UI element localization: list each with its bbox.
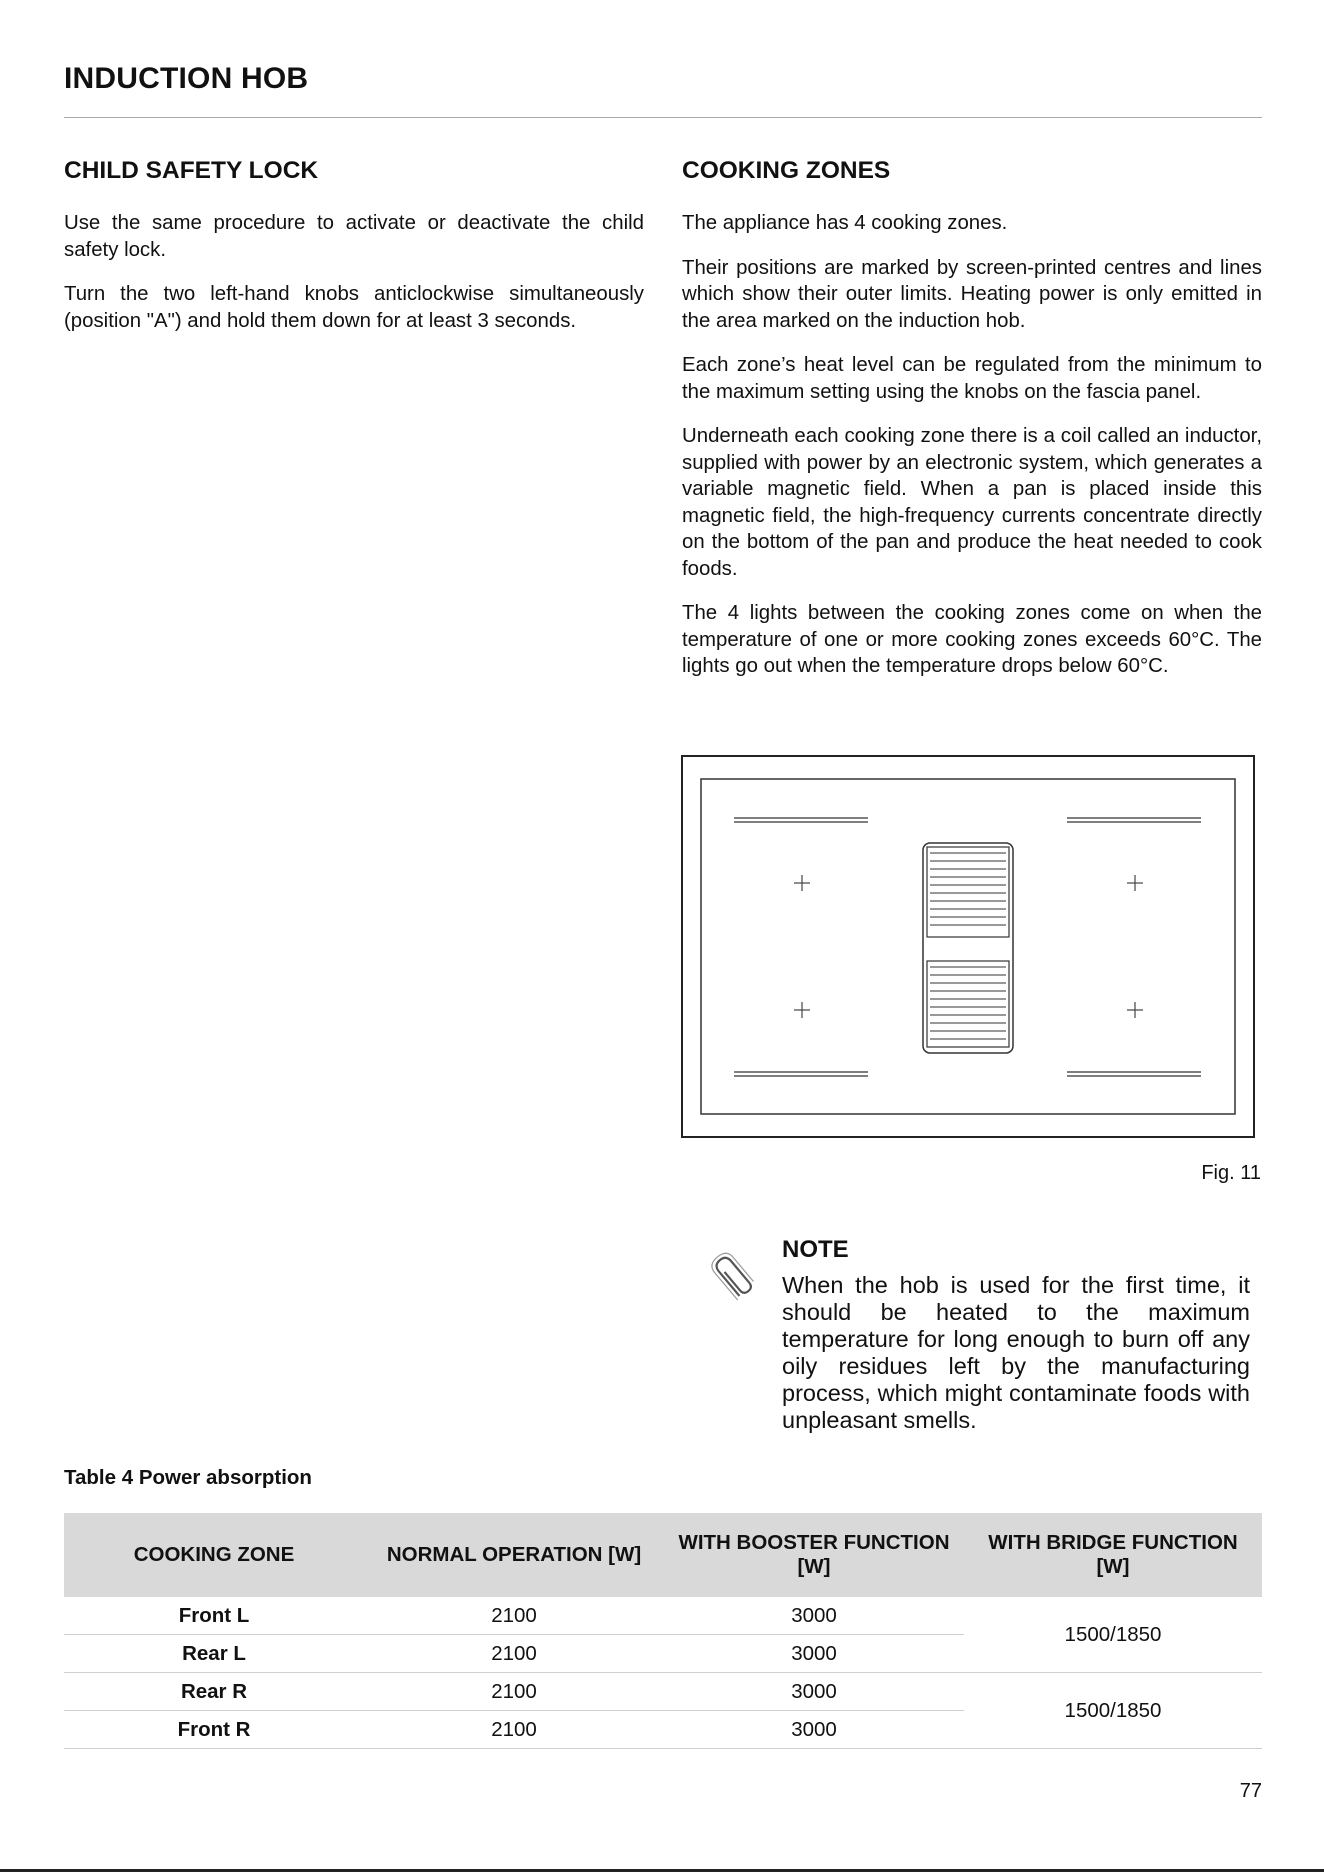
paragraph: The appliance has 4 cooking zones. — [682, 212, 1008, 234]
section-heading: COOKING ZONES — [682, 157, 891, 184]
table-header-row — [64, 1513, 1262, 1597]
paragraph: Their positions are marked by screen-printed centres and lines which show their outer limits. Heating power is only emitted in the area marked on the induction hob. — [682, 256, 1262, 332]
note-title: NOTE — [782, 1236, 849, 1263]
normal-cell: 2100 — [364, 1711, 664, 1749]
paragraph: Turn the two left-hand knobs anticlockwise simultaneously (position "A") and hold them down for at least 3 seconds. — [64, 283, 644, 332]
paragraph: Underneath each cooking zone there is a coil called an inductor, supplied with power by an electronic system, which generates a variable magnetic field. When a pan is placed inside this magnetic field, the high-frequency currents concentrate directly on the bottom of the pan and produce the heat needed to cook foods. — [682, 425, 1262, 580]
zone-cell: Rear R — [64, 1673, 364, 1711]
bridge-cell: 1500/1850 — [964, 1673, 1262, 1749]
zone-centre-marks — [794, 875, 1143, 1018]
figure-caption: Fig. 11 — [1201, 1162, 1261, 1184]
booster-cell: 3000 — [664, 1635, 964, 1673]
normal-cell: 2100 — [364, 1635, 664, 1673]
table-row — [64, 1597, 1262, 1635]
zone-limit-lines — [734, 818, 1201, 1076]
column-header: WITH BRIDGE FUNCTION [W] — [964, 1513, 1262, 1597]
booster-cell: 3000 — [664, 1673, 964, 1711]
section-heading: CHILD SAFETY LOCK — [64, 157, 319, 184]
booster-cell: 3000 — [664, 1711, 964, 1749]
normal-cell: 2100 — [364, 1597, 664, 1635]
hob-inner-frame — [701, 779, 1235, 1114]
paperclip-icon — [704, 1247, 764, 1312]
page-title: INDUCTION HOB — [64, 62, 309, 95]
cooking-zones-section — [682, 156, 1262, 698]
column-header: WITH BOOSTER FUNCTION [W] — [664, 1513, 964, 1597]
child-safety-section — [64, 156, 644, 352]
column-header: COOKING ZONE — [64, 1513, 364, 1597]
page-number: 77 — [1239, 1780, 1262, 1802]
control-panel-outline — [923, 843, 1013, 1053]
title-divider — [64, 117, 1262, 118]
power-absorption-table — [64, 1513, 1262, 1749]
column-header: NORMAL OPERATION [W] — [364, 1513, 664, 1597]
hob-diagram-drawing — [683, 757, 1253, 1136]
hob-diagram — [681, 755, 1255, 1138]
zone-cell: Rear L — [64, 1635, 364, 1673]
note-text: When the hob is used for the first time, it should be heated to the maximum temperature for long enough to burn off any oily residues left by the manufacturing process, which might contaminate foods with unpleasant smells. — [782, 1272, 1250, 1433]
booster-cell: 3000 — [664, 1597, 964, 1635]
paragraph: The 4 lights between the cooking zones come on when the temperature of one or more cooking zones exceeds 60°C. The lights go out when the temperature drops below 60°C. — [682, 602, 1262, 677]
zone-cell: Front L — [64, 1597, 364, 1635]
table-caption: Table 4 Power absorption — [64, 1466, 312, 1489]
table-row — [64, 1673, 1262, 1711]
paragraph: Each zone’s heat level can be regulated from the minimum to the maximum setting using the knobs on the fascia panel. — [682, 354, 1262, 403]
vent-lines — [930, 853, 1006, 1039]
zone-cell: Front R — [64, 1711, 364, 1749]
normal-cell: 2100 — [364, 1673, 664, 1711]
control-panel-bottom — [927, 961, 1009, 1047]
bridge-cell: 1500/1850 — [964, 1597, 1262, 1673]
paragraph: Use the same procedure to activate or deactivate the child safety lock. — [64, 212, 644, 261]
